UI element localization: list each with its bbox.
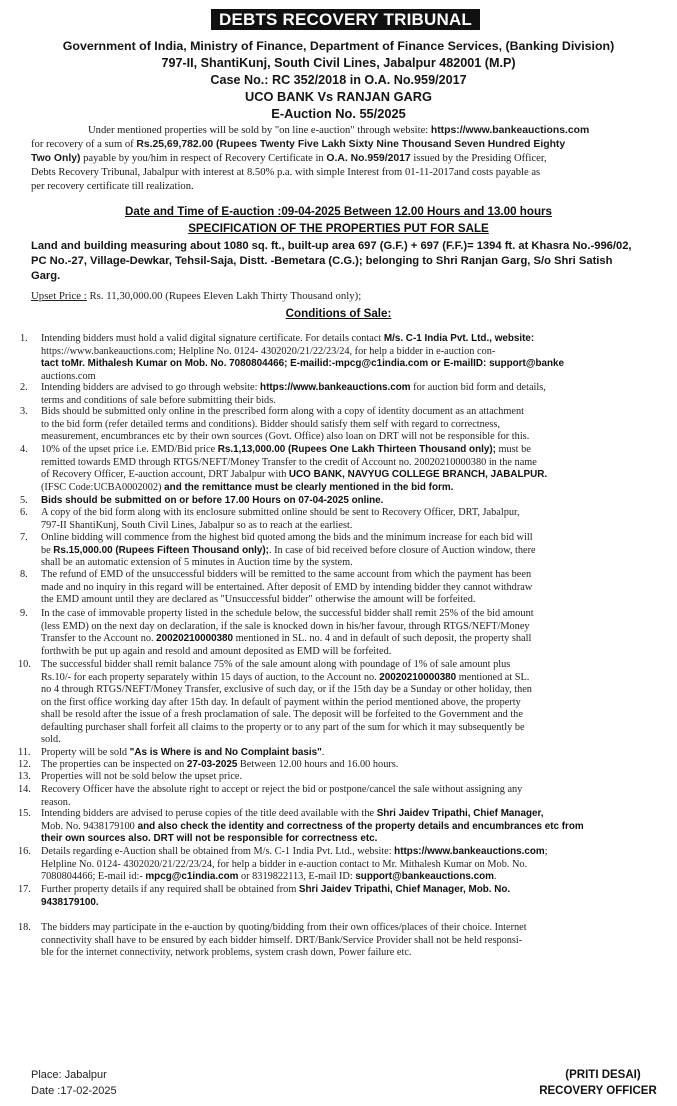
- condition-number: 2.: [20, 382, 28, 393]
- condition-line: [41, 457, 537, 468]
- spec-heading: SPECIFICATION OF THE PROPERTIES PUT FOR SALE: [188, 222, 489, 235]
- condition-text: mentioned in SL. no. 4 and in default of such deposit, the property shall: [233, 633, 532, 644]
- condition-text: Intending bidders are advised to go through website:: [41, 382, 261, 393]
- upset-price-label: Upset Price :: [31, 290, 87, 302]
- intro-text: for recovery of a sum of: [31, 139, 137, 150]
- condition-text: ;: [544, 846, 548, 857]
- condition-text: A copy of the bid form along with its enclosure submitted online should be sent to Recovery Officer, DRT, Jabalpur,: [41, 507, 520, 518]
- condition-text: Intending bidders are advised to peruse copies of the title deed available with the: [41, 808, 377, 819]
- condition-emphasis[interactable]: tact toMr. Mithalesh Kumar on Mob. No. 7080804466; E-mailid:-mpcg@c1india.com or E-mailID: support@banke: [41, 358, 564, 369]
- condition-text: Mob. No. 9438179100: [41, 820, 135, 832]
- condition-text: of Recovery Officer, E-auction account, DRT Jabalpur with: [41, 469, 289, 480]
- condition-text: reason.: [41, 796, 71, 808]
- intro-text: issued by the Presiding Officer,: [410, 153, 547, 164]
- condition-text: measurement, encumbrances etc by their own sources (Govt. Office) also loan on DRT will not be responsible for this.: [41, 431, 530, 442]
- signatory-name: (PRITI DESAI): [565, 1069, 641, 1081]
- condition-number: 3.: [20, 406, 28, 417]
- condition-line: [41, 520, 352, 531]
- condition-text: The refund of EMD of the unsuccessful bidders will be remitted to the same account from which the payment has been: [41, 569, 532, 580]
- condition-line: [41, 582, 532, 593]
- condition-emphasis: Rs.1,13,000.00 (Rupees One Lakh Thirteen Thousand only);: [217, 444, 496, 455]
- header-parties: UCO BANK Vs RANJAN GARG: [245, 89, 432, 104]
- condition-line: [41, 808, 544, 819]
- condition-number: 15.: [18, 808, 31, 819]
- condition-emphasis: their own sources also. DRT will not be responsible for correctness etc.: [41, 833, 378, 844]
- condition-line: [41, 444, 531, 455]
- condition-emphasis: 20020210000380: [156, 633, 234, 644]
- condition-line: [41, 771, 242, 782]
- condition-line: [41, 333, 534, 344]
- auction-time-heading: Date and Time of E-auction :09-04-2025 Between 12.00 Hours and 13.00 hours: [125, 205, 552, 218]
- condition-number: 8.: [20, 569, 28, 580]
- condition-text: made and no inquiry in this regard will be entertained. After deposit of EMD by intending bidder they cannot withdraw: [41, 581, 533, 593]
- condition-line: [41, 784, 522, 795]
- condition-line: [41, 646, 391, 657]
- condition-text: on the first office working day after 15th day. In default of payment within the period mentioned above, the property: [41, 696, 521, 708]
- condition-emphasis: M/s. C-1 India Pvt. Ltd., website:: [383, 333, 535, 344]
- condition-line: [41, 382, 546, 393]
- condition-emphasis: UCO BANK, NAVYUG COLLEGE BRANCH, JABALPUR.: [288, 469, 548, 480]
- header-case-number: Case No.: RC 352/2018 in O.A. No.959/2017: [210, 73, 467, 87]
- condition-number: 9.: [20, 608, 28, 619]
- condition-emphasis: Bids should be submitted on or before 17.00 Hours on 07-04-2025 online.: [41, 495, 384, 506]
- condition-text: Properties will not be sold below the upset price.: [41, 771, 243, 782]
- condition-text: auctions.com: [41, 370, 96, 382]
- condition-text: Rs.10/- for each property separately within 15 days of auction, to the Account no.: [41, 671, 380, 683]
- condition-number: 18.: [18, 922, 31, 933]
- upset-price: [31, 290, 361, 302]
- condition-line: [41, 532, 533, 543]
- condition-line: [41, 833, 377, 844]
- condition-line: [41, 431, 529, 442]
- condition-text: connectivity shall have to be ensured by each bidder himself. DRT/Bank/Service Provider shall not be held responsi-: [41, 934, 523, 946]
- condition-text: .: [493, 871, 497, 882]
- condition-text: or 8319822113, E-mail ID:: [238, 871, 356, 882]
- header-auction-number: E-Auction No. 55/2025: [271, 106, 406, 121]
- condition-number: 6.: [20, 507, 28, 518]
- condition-emphasis: 9438179100.: [41, 896, 99, 908]
- condition-text: Further property details if any required shall be obtained from: [41, 884, 299, 895]
- condition-line: [41, 621, 530, 632]
- upset-price-value: Rs. 11,30,000.00 (Rupees Eleven Lakh Thirty Thousand only);: [86, 290, 362, 302]
- page-title: DEBTS RECOVERY TRIBUNAL: [211, 9, 480, 30]
- condition-line: [41, 884, 510, 895]
- condition-number: 16.: [18, 846, 31, 857]
- condition-emphasis[interactable]: https://www.bankeauctions.com: [394, 846, 545, 857]
- condition-emphasis[interactable]: mpcg@c1india.com: [145, 871, 239, 882]
- condition-line: [41, 935, 522, 946]
- condition-line: [41, 395, 276, 406]
- condition-line: [41, 557, 353, 568]
- condition-text: 10% of the upset price i.e. EMD/Bid price: [41, 444, 218, 455]
- condition-line: [41, 747, 324, 758]
- condition-number: 17.: [18, 884, 31, 895]
- condition-emphasis: and also check the identity and correctness of the property details and encumbrances etc from: [134, 820, 584, 832]
- condition-number: 5.: [20, 495, 28, 506]
- condition-line: [41, 545, 536, 556]
- condition-line: [41, 594, 475, 605]
- condition-number: 7.: [20, 532, 28, 543]
- intro-text: Debts Recovery Tribunal, Jabalpur with interest at 8.50% p.a. with simple Interest from 01-11-2017and costs payable as: [31, 167, 541, 178]
- condition-text: (less EMD) on the next day on declaration, if the sale is knocked down in his/her favour, through RTGS/NEFT/Money: [41, 620, 530, 632]
- condition-line: [41, 507, 520, 518]
- condition-text: 797-II ShantiKunj, South Civil Lines, Jabalpur so as to reach at the earliest.: [41, 519, 353, 531]
- condition-line: [41, 947, 411, 958]
- condition-emphasis: Shri Jaidev Tripathi, Chief Manager, Mob. No.: [298, 884, 511, 895]
- condition-emphasis: 27-03-2025: [186, 759, 238, 770]
- condition-text: to the bid form (refer detailed terms and conditions). Bidder should satisfy them self with regard to correctness,: [41, 418, 500, 430]
- condition-text: . In case of bid received before closure of Auction window, there: [268, 544, 536, 556]
- condition-text: Recovery Officer have the absolute right to accept or reject the bid or postpone/cancel the sale without assigning any: [41, 784, 523, 795]
- condition-text: ble for the internet connectivity, network problems, system crash down, Power failure etc.: [41, 947, 412, 958]
- condition-text: Helpline No. 0124- 4302020/21/22/23/24, for help a bidder in e-auction contact to Mr. Mithalesh Kumar on Mob. No.: [41, 858, 528, 870]
- condition-text: remitted towards EMD through RTGS/NEFT/Money Transfer to the credit of Account no. 20020210000380 in the name: [41, 456, 537, 468]
- condition-line: [41, 734, 61, 745]
- condition-text: defaulting purchaser shall forfeit all claims to the property or to any part of the sum for which it may subsequently be: [41, 721, 525, 733]
- condition-line: [41, 659, 510, 670]
- condition-text: 7080804466; E-mail id:-: [41, 871, 146, 882]
- condition-line: [41, 846, 548, 857]
- condition-line: [41, 346, 495, 357]
- property-line: PC No.-27, Village-Dewkar, Tehsil-Saja, Distt. -Bemetara (C.G.); belonging to Shri Ranjan Garg, S/o Shri Satish: [31, 255, 613, 267]
- intro-amount-end: Two Only): [31, 153, 81, 164]
- condition-emphasis: and the remittance must be clearly mentioned in the bid form.: [161, 481, 454, 493]
- intro-text: payable by you/him in respect of Recovery Certificate in: [80, 153, 327, 164]
- condition-text: Between 12.00 hours and 16.00 hours.: [237, 759, 399, 770]
- condition-text: The properties can be inspected on: [41, 759, 187, 770]
- condition-text: shall be resold after the issue of a fresh proclamation of sale. The deposit will be forfeited to the Government and the: [41, 709, 523, 720]
- condition-text: be: [41, 544, 54, 556]
- condition-line: [41, 709, 523, 720]
- condition-line: [41, 684, 532, 695]
- condition-text: The bidders may participate in the e-auction by quoting/bidding from their own offices/places of their choice. Internet: [41, 922, 527, 933]
- condition-text: The successful bidder shall remit balance 75% of the sale amount along with poundage of 1% of sale amount plus: [41, 659, 511, 670]
- condition-line: [41, 897, 99, 908]
- condition-text: Property will be sold: [41, 747, 130, 758]
- property-line: Land and building measuring about 1080 sq. ft., built-up area 697 (G.F.) + 697 (F.F.)= 1394 ft. at Khasra No.-996/02,: [31, 240, 632, 252]
- condition-text: Intending bidders must hold a valid digital signature certificate. For details contact: [41, 333, 384, 344]
- condition-emphasis: Rs.15,000.00 (Rupees Fifteen Thousand only);: [53, 544, 269, 556]
- condition-line: [41, 608, 534, 619]
- condition-emphasis: "As is Where is and No Complaint basis": [129, 747, 322, 758]
- place-text: Place: Jabalpur: [31, 1069, 107, 1081]
- condition-text: Online bidding will commence from the highest bid quoted among the bids and the minimum increase for each bid will: [41, 532, 533, 543]
- condition-text: mentioned at SL.: [456, 671, 530, 683]
- condition-number: 1.: [20, 333, 28, 344]
- condition-line: [41, 419, 500, 430]
- intro-amount: Rs.25,69,782.00 (Rupees Twenty Five Lakh Sixty Nine Thousand Seven Hundred Eighty: [136, 139, 566, 150]
- intro-oa-number: O.A. No.959/2017: [326, 153, 411, 164]
- condition-text: In the case of immovable property listed in the schedule below, the successful bidder shall remit 25% of the bid amount: [41, 608, 534, 619]
- condition-line: [41, 633, 531, 644]
- condition-text: Details regarding e-Auction shall be obtained from M/s. C-1 India Pvt. Ltd., website:: [41, 846, 395, 857]
- condition-line: [41, 797, 70, 808]
- condition-number: 13.: [18, 771, 31, 782]
- condition-number: 4.: [20, 444, 28, 455]
- condition-line: [41, 672, 529, 683]
- condition-text: must be: [495, 444, 531, 455]
- intro-website-link[interactable]: https://www.bankeauctions.com: [430, 125, 590, 136]
- header-address: 797-II, ShantiKunj, South Civil Lines, Jabalpur 482001 (M.P): [161, 56, 516, 70]
- condition-emphasis: Shri Jaidev Tripathi, Chief Manager,: [376, 808, 544, 819]
- condition-text: no 4 through RTGS/NEFT/Money Transfer, exclusive of such day, or if the 15th day be a Sunday or other holiday, then: [41, 684, 532, 695]
- condition-number: 14.: [18, 784, 31, 795]
- intro-text: per recovery certificate till realization.: [31, 181, 194, 192]
- condition-line: [41, 722, 525, 733]
- condition-line: [41, 821, 584, 832]
- condition-text: (IFSC Code:UCBA0002002): [41, 481, 162, 493]
- condition-text: the EMD amount until they are declared as "Unsuccessful bidder" otherwise the amount will be forfeited.: [41, 594, 476, 605]
- property-line: Garg.: [31, 270, 61, 282]
- condition-text: https://www.bankeauctions.com; Helpline No. 0124- 4302020/21/22/23/24, for help a bidder in e-auction con-: [41, 345, 496, 357]
- condition-line: [41, 371, 96, 382]
- header-ministry: Government of India, Ministry of Finance, Department of Finance Services, (Banking Division): [62, 39, 615, 53]
- condition-line: [41, 569, 531, 580]
- condition-line: [41, 922, 527, 933]
- condition-line: [41, 697, 521, 708]
- condition-line: [41, 871, 496, 882]
- conditions-heading: Conditions of Sale:: [285, 307, 392, 320]
- signatory-title: RECOVERY OFFICER: [539, 1085, 657, 1097]
- condition-line: [41, 495, 383, 506]
- condition-number: 12.: [18, 759, 31, 770]
- condition-line: [41, 469, 547, 480]
- condition-number: 11.: [18, 747, 31, 758]
- date-text: Date :17-02-2025: [31, 1085, 117, 1097]
- condition-text: for auction bid form and details,: [410, 382, 546, 393]
- condition-text: shall be an automatic extension of 5 minutes in Auction time by the system.: [41, 557, 353, 568]
- condition-line: [41, 358, 564, 369]
- condition-text: Transfer to the Account no.: [41, 633, 157, 644]
- condition-emphasis: 20020210000380: [379, 671, 457, 683]
- condition-number: 10.: [18, 659, 31, 670]
- condition-line: [41, 482, 453, 493]
- intro-text: Under mentioned properties will be sold by "on line e-auction" through website:: [88, 125, 431, 136]
- condition-text: .: [321, 747, 325, 758]
- condition-line: [41, 759, 398, 770]
- condition-emphasis[interactable]: support@bankeauctions.com: [355, 871, 494, 882]
- condition-line: [41, 406, 524, 417]
- condition-line: [41, 859, 527, 870]
- condition-emphasis[interactable]: https://www.bankeauctions.com: [260, 382, 411, 393]
- condition-text: sold.: [41, 734, 61, 745]
- condition-text: Bids should be submitted only online in the prescribed form along with a copy of identity document as an attachment: [41, 406, 524, 417]
- condition-text: forthwith be put up again and resold and amount deposited as EMD will be forfeited.: [41, 645, 392, 657]
- condition-text: terms and conditions of sale before submitting their bids.: [41, 394, 276, 406]
